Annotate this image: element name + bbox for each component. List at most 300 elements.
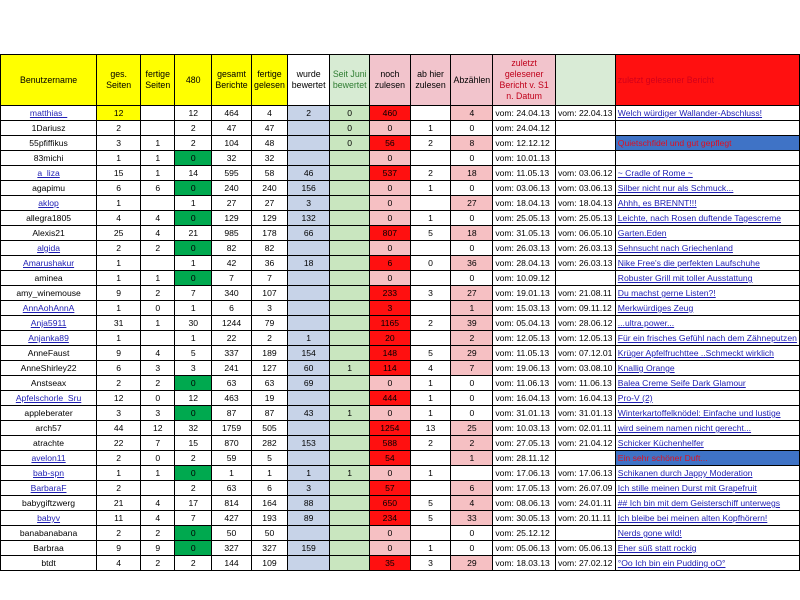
table-cell[interactable]: 12 [141, 421, 175, 436]
table-cell[interactable] [330, 421, 370, 436]
table-cell[interactable]: 21 [175, 226, 212, 241]
table-cell[interactable] [330, 346, 370, 361]
table-cell[interactable]: algida [1, 241, 97, 256]
table-cell[interactable]: 0 [451, 541, 493, 556]
table-cell[interactable]: 129 [212, 211, 252, 226]
table-cell[interactable]: 240 [212, 181, 252, 196]
table-cell[interactable]: 27 [451, 196, 493, 211]
table-cell[interactable]: 2 [141, 376, 175, 391]
table-cell[interactable] [555, 151, 615, 166]
table-cell[interactable]: 3 [370, 301, 411, 316]
table-cell[interactable] [287, 271, 329, 286]
table-cell[interactable]: 0 [451, 271, 493, 286]
table-cell[interactable] [141, 121, 175, 136]
table-cell[interactable]: 42 [212, 256, 252, 271]
table-cell[interactable]: ## Ich bin mit dem Geisterschiff unterwegs [615, 496, 799, 511]
table-cell[interactable]: 1 [141, 166, 175, 181]
table-cell[interactable]: 4 [141, 511, 175, 526]
table-cell[interactable]: 189 [252, 346, 288, 361]
table-cell[interactable]: 154 [287, 346, 329, 361]
table-cell[interactable]: Pro-V (2) [615, 391, 799, 406]
table-cell[interactable]: 1 [410, 406, 451, 421]
table-cell[interactable]: Alexis21 [1, 226, 97, 241]
table-cell[interactable]: 63 [252, 376, 288, 391]
table-cell[interactable]: 15 [97, 166, 141, 181]
table-cell[interactable]: vom: 11.06.13 [493, 376, 556, 391]
table-cell[interactable]: vom: 26.03.13 [493, 241, 556, 256]
table-cell[interactable]: 159 [287, 541, 329, 556]
header-cell[interactable]: gesamt Berichte [212, 55, 252, 106]
table-cell[interactable]: 33 [451, 511, 493, 526]
table-cell[interactable]: vom: 11.06.13 [555, 376, 615, 391]
table-cell[interactable]: 0 [451, 181, 493, 196]
table-cell[interactable] [410, 106, 451, 121]
table-cell[interactable]: Sehnsucht nach Griechenland [615, 241, 799, 256]
table-cell[interactable]: vom: 25.12.12 [493, 526, 556, 541]
table-cell[interactable]: vom: 16.04.13 [555, 391, 615, 406]
header-cell[interactable] [555, 55, 615, 106]
table-cell[interactable] [410, 271, 451, 286]
table-cell[interactable]: 0 [141, 301, 175, 316]
table-cell[interactable]: 5 [410, 346, 451, 361]
table-cell[interactable]: 6 [141, 181, 175, 196]
table-cell[interactable]: 0 [330, 121, 370, 136]
table-cell[interactable]: 282 [252, 436, 288, 451]
table-cell[interactable]: 460 [370, 106, 411, 121]
table-cell[interactable]: 32 [252, 151, 288, 166]
table-cell[interactable]: 3 [141, 361, 175, 376]
table-cell[interactable]: 18 [451, 226, 493, 241]
table-cell[interactable] [330, 301, 370, 316]
table-cell[interactable]: bab-spn [1, 466, 97, 481]
table-cell[interactable]: vom: 20.11.11 [555, 511, 615, 526]
table-cell[interactable]: 4 [410, 361, 451, 376]
table-cell[interactable]: vom: 09.11.12 [555, 301, 615, 316]
table-cell[interactable]: Apfelschorle_Sru [1, 391, 97, 406]
table-cell[interactable]: amy_winemouse [1, 286, 97, 301]
table-cell[interactable] [141, 196, 175, 211]
table-cell[interactable] [287, 301, 329, 316]
table-cell[interactable]: 234 [370, 511, 411, 526]
table-cell[interactable]: 32 [175, 421, 212, 436]
table-cell[interactable]: 1 [141, 466, 175, 481]
table-cell[interactable]: Winterkartoffelknödel: Einfache und lustige [615, 406, 799, 421]
table-cell[interactable]: 2 [97, 451, 141, 466]
table-cell[interactable] [287, 136, 329, 151]
table-cell[interactable]: 464 [212, 106, 252, 121]
header-cell[interactable]: ges. Seiten [97, 55, 141, 106]
table-cell[interactable]: 807 [370, 226, 411, 241]
table-cell[interactable] [615, 121, 799, 136]
table-cell[interactable]: 29 [451, 556, 493, 571]
table-cell[interactable]: 0 [175, 241, 212, 256]
table-cell[interactable] [330, 151, 370, 166]
table-cell[interactable]: 3 [175, 361, 212, 376]
table-cell[interactable]: 233 [370, 286, 411, 301]
table-cell[interactable]: 36 [252, 256, 288, 271]
table-cell[interactable]: 164 [252, 496, 288, 511]
table-cell[interactable] [410, 196, 451, 211]
table-cell[interactable]: 31 [97, 316, 141, 331]
table-cell[interactable]: 2 [410, 166, 451, 181]
table-cell[interactable] [287, 121, 329, 136]
table-cell[interactable] [287, 286, 329, 301]
table-cell[interactable]: 148 [370, 346, 411, 361]
table-cell[interactable]: vom: 19.06.13 [493, 361, 556, 376]
table-cell[interactable]: 2 [175, 451, 212, 466]
table-cell[interactable]: 9 [97, 346, 141, 361]
table-cell[interactable]: 54 [370, 451, 411, 466]
table-cell[interactable]: 0 [370, 406, 411, 421]
table-cell[interactable] [330, 541, 370, 556]
table-cell[interactable]: 55pfiffikus [1, 136, 97, 151]
table-cell[interactable]: 6 [97, 181, 141, 196]
table-cell[interactable]: babygiftzwerg [1, 496, 97, 511]
table-cell[interactable]: 87 [212, 406, 252, 421]
table-cell[interactable]: 0 [370, 241, 411, 256]
table-cell[interactable]: Ahhh, es BRENNT!!! [615, 196, 799, 211]
table-cell[interactable]: 0 [175, 406, 212, 421]
table-cell[interactable]: matthias_ [1, 106, 97, 121]
table-cell[interactable]: Barbraa [1, 541, 97, 556]
table-cell[interactable]: 1 [330, 406, 370, 421]
table-cell[interactable]: 1 [141, 151, 175, 166]
table-cell[interactable] [330, 196, 370, 211]
table-cell[interactable]: 2 [97, 241, 141, 256]
table-cell[interactable] [330, 496, 370, 511]
table-cell[interactable]: 32 [212, 151, 252, 166]
table-cell[interactable]: Ich stille meinen Durst mit Grapefruit [615, 481, 799, 496]
table-cell[interactable]: 814 [212, 496, 252, 511]
table-cell[interactable]: aklop [1, 196, 97, 211]
table-cell[interactable] [141, 256, 175, 271]
table-cell[interactable]: 0 [370, 271, 411, 286]
table-cell[interactable]: 21 [97, 496, 141, 511]
table-cell[interactable] [330, 256, 370, 271]
table-cell[interactable]: 4 [141, 226, 175, 241]
table-cell[interactable]: 57 [370, 481, 411, 496]
table-cell[interactable]: 48 [252, 136, 288, 151]
header-cell[interactable]: noch zulesen [370, 55, 411, 106]
table-cell[interactable]: 18 [451, 166, 493, 181]
table-cell[interactable]: Nerds gone wild! [615, 526, 799, 541]
table-cell[interactable]: 178 [252, 226, 288, 241]
table-cell[interactable]: 0 [370, 196, 411, 211]
table-cell[interactable]: Nike Free's die perfekten Laufschuhe [615, 256, 799, 271]
table-cell[interactable]: vom: 10.01.13 [493, 151, 556, 166]
table-cell[interactable] [615, 151, 799, 166]
table-cell[interactable]: 4 [141, 346, 175, 361]
table-cell[interactable] [410, 301, 451, 316]
table-cell[interactable]: 2 [97, 526, 141, 541]
table-cell[interactable] [410, 241, 451, 256]
table-cell[interactable]: 1 [287, 466, 329, 481]
table-cell[interactable]: 15 [175, 436, 212, 451]
table-cell[interactable]: 63 [212, 376, 252, 391]
table-cell[interactable]: 25 [451, 421, 493, 436]
table-cell[interactable]: 0 [451, 211, 493, 226]
table-cell[interactable]: vom: 22.04.13 [555, 106, 615, 121]
table-cell[interactable]: vom: 17.05.13 [493, 481, 556, 496]
table-cell[interactable]: 36 [451, 256, 493, 271]
table-cell[interactable] [330, 181, 370, 196]
table-cell[interactable]: 0 [175, 181, 212, 196]
table-cell[interactable]: 30 [175, 316, 212, 331]
table-cell[interactable]: 2 [175, 136, 212, 151]
table-cell[interactable]: 444 [370, 391, 411, 406]
table-cell[interactable]: avelon11 [1, 451, 97, 466]
table-cell[interactable]: 2 [287, 106, 329, 121]
table-cell[interactable]: vom: 21.08.11 [555, 286, 615, 301]
table-cell[interactable]: 0 [451, 241, 493, 256]
table-cell[interactable]: 0 [175, 151, 212, 166]
table-cell[interactable]: 1165 [370, 316, 411, 331]
table-cell[interactable] [141, 331, 175, 346]
table-cell[interactable]: 2 [141, 286, 175, 301]
table-cell[interactable]: 1 [175, 301, 212, 316]
table-cell[interactable]: 0 [175, 541, 212, 556]
header-cell[interactable]: zuletzt gelesener Bericht [615, 55, 799, 106]
table-cell[interactable]: 5 [252, 451, 288, 466]
table-cell[interactable]: atrachte [1, 436, 97, 451]
table-cell[interactable]: 82 [252, 241, 288, 256]
table-cell[interactable]: vom: 06.05.10 [555, 226, 615, 241]
header-cell[interactable]: ab hier zulesen [410, 55, 451, 106]
table-cell[interactable]: vom: 03.06.13 [555, 181, 615, 196]
table-cell[interactable]: 12 [97, 391, 141, 406]
table-cell[interactable]: 3 [410, 556, 451, 571]
table-cell[interactable]: Anstseax [1, 376, 97, 391]
table-cell[interactable]: 0 [370, 466, 411, 481]
header-cell[interactable]: wurde bewertet [287, 55, 329, 106]
table-cell[interactable]: vom: 12.12.12 [493, 136, 556, 151]
table-cell[interactable]: Du machst gerne Listen?! [615, 286, 799, 301]
table-cell[interactable] [555, 136, 615, 151]
table-cell[interactable]: ...ultra.power... [615, 316, 799, 331]
table-cell[interactable]: 0 [370, 526, 411, 541]
table-cell[interactable]: 3 [410, 286, 451, 301]
header-cell[interactable]: fertige Seiten [141, 55, 175, 106]
table-cell[interactable]: 50 [252, 526, 288, 541]
table-cell[interactable]: 14 [175, 166, 212, 181]
table-cell[interactable]: 7 [252, 271, 288, 286]
table-cell[interactable]: 2 [141, 241, 175, 256]
table-cell[interactable]: 58 [252, 166, 288, 181]
table-cell[interactable]: 3 [97, 136, 141, 151]
table-cell[interactable]: vom: 03.06.12 [555, 166, 615, 181]
table-cell[interactable]: 56 [370, 136, 411, 151]
table-cell[interactable]: 0 [451, 526, 493, 541]
table-cell[interactable]: 18 [287, 256, 329, 271]
table-cell[interactable]: 537 [370, 166, 411, 181]
table-cell[interactable]: appleberater [1, 406, 97, 421]
table-cell[interactable]: 1Dariusz [1, 121, 97, 136]
table-cell[interactable]: 0 [175, 271, 212, 286]
table-cell[interactable]: 35 [370, 556, 411, 571]
table-cell[interactable]: 2 [451, 331, 493, 346]
table-cell[interactable]: 1 [410, 541, 451, 556]
table-cell[interactable]: 9 [141, 541, 175, 556]
table-cell[interactable]: 1 [451, 301, 493, 316]
table-cell[interactable]: 6 [212, 301, 252, 316]
table-cell[interactable]: 0 [141, 451, 175, 466]
table-cell[interactable] [330, 391, 370, 406]
table-cell[interactable]: Robuster Grill mit toller Ausstattung [615, 271, 799, 286]
table-cell[interactable]: 4 [97, 211, 141, 226]
table-cell[interactable]: 0 [141, 391, 175, 406]
table-cell[interactable]: 337 [212, 346, 252, 361]
table-cell[interactable]: 1 [410, 466, 451, 481]
table-cell[interactable]: allegra1805 [1, 211, 97, 226]
table-cell[interactable]: 3 [287, 196, 329, 211]
table-cell[interactable]: 1 [97, 466, 141, 481]
table-cell[interactable]: 985 [212, 226, 252, 241]
table-cell[interactable] [330, 376, 370, 391]
table-cell[interactable]: vom: 18.03.13 [493, 556, 556, 571]
header-cell[interactable]: zuletzt gelesener Bericht v. S1 n. Datum [493, 55, 556, 106]
table-cell[interactable]: Schikanen durch Jappy Moderation [615, 466, 799, 481]
table-cell[interactable]: 4 [141, 496, 175, 511]
table-cell[interactable] [330, 316, 370, 331]
table-cell[interactable]: vom: 24.01.11 [555, 496, 615, 511]
table-cell[interactable]: 7 [175, 511, 212, 526]
table-cell[interactable]: 43 [287, 406, 329, 421]
table-cell[interactable] [330, 556, 370, 571]
table-cell[interactable]: 19 [252, 391, 288, 406]
table-cell[interactable]: 1 [252, 466, 288, 481]
table-cell[interactable]: 1 [175, 196, 212, 211]
table-cell[interactable]: 12 [175, 106, 212, 121]
table-cell[interactable]: 63 [212, 481, 252, 496]
table-cell[interactable]: vom: 26.03.13 [555, 241, 615, 256]
table-cell[interactable]: 47 [212, 121, 252, 136]
table-cell[interactable]: 1 [330, 361, 370, 376]
table-cell[interactable] [287, 391, 329, 406]
table-cell[interactable]: vom: 28.11.12 [493, 451, 556, 466]
header-cell[interactable]: Seit Juni bewertet [330, 55, 370, 106]
table-cell[interactable]: 27 [212, 196, 252, 211]
table-cell[interactable]: 1 [175, 256, 212, 271]
table-cell[interactable]: 114 [370, 361, 411, 376]
table-cell[interactable] [141, 481, 175, 496]
table-cell[interactable] [330, 226, 370, 241]
table-cell[interactable]: vom: 08.06.13 [493, 496, 556, 511]
table-cell[interactable] [330, 451, 370, 466]
table-cell[interactable] [410, 331, 451, 346]
table-cell[interactable]: 0 [451, 121, 493, 136]
table-cell[interactable]: AnneShirley22 [1, 361, 97, 376]
table-cell[interactable]: 2 [451, 436, 493, 451]
table-cell[interactable]: vom: 11.05.13 [493, 346, 556, 361]
table-cell[interactable]: 595 [212, 166, 252, 181]
table-cell[interactable]: AnneFaust [1, 346, 97, 361]
table-cell[interactable]: 2 [97, 376, 141, 391]
table-cell[interactable]: 17 [175, 496, 212, 511]
table-cell[interactable]: a_liza [1, 166, 97, 181]
table-cell[interactable]: 60 [287, 361, 329, 376]
table-cell[interactable]: 69 [287, 376, 329, 391]
table-cell[interactable]: vom: 25.05.13 [493, 211, 556, 226]
table-cell[interactable]: 156 [287, 181, 329, 196]
table-cell[interactable]: 1759 [212, 421, 252, 436]
header-cell[interactable]: Benutzername [1, 55, 97, 106]
table-cell[interactable]: 327 [252, 541, 288, 556]
table-cell[interactable]: 1 [97, 151, 141, 166]
table-cell[interactable]: 4 [451, 106, 493, 121]
table-cell[interactable]: 4 [451, 496, 493, 511]
table-cell[interactable]: vom: 10.09.12 [493, 271, 556, 286]
table-cell[interactable]: 9 [97, 541, 141, 556]
table-cell[interactable]: 1 [141, 136, 175, 151]
table-cell[interactable] [330, 481, 370, 496]
table-cell[interactable]: babyv [1, 511, 97, 526]
table-cell[interactable]: 2 [141, 526, 175, 541]
table-cell[interactable] [410, 481, 451, 496]
table-cell[interactable]: 79 [252, 316, 288, 331]
table-cell[interactable]: 83michi [1, 151, 97, 166]
table-cell[interactable]: 3 [252, 301, 288, 316]
table-cell[interactable]: 193 [252, 511, 288, 526]
table-cell[interactable]: 0 [330, 136, 370, 151]
table-cell[interactable]: 0 [410, 256, 451, 271]
table-cell[interactable]: 39 [451, 316, 493, 331]
table-cell[interactable]: 27 [451, 286, 493, 301]
table-cell[interactable]: 22 [212, 331, 252, 346]
table-cell[interactable]: Welch würdiger Wallander-Abschluss! [615, 106, 799, 121]
table-cell[interactable]: 1 [97, 271, 141, 286]
table-cell[interactable]: 50 [212, 526, 252, 541]
table-cell[interactable]: vom: 24.04.12 [493, 121, 556, 136]
table-cell[interactable]: 1254 [370, 421, 411, 436]
table-cell[interactable]: vom: 26.07.09 [555, 481, 615, 496]
table-cell[interactable]: 8 [451, 136, 493, 151]
table-cell[interactable]: 1 [141, 316, 175, 331]
table-cell[interactable]: vom: 17.06.13 [555, 466, 615, 481]
table-cell[interactable]: Anjanka89 [1, 331, 97, 346]
table-cell[interactable]: vom: 12.05.13 [493, 331, 556, 346]
table-cell[interactable]: 129 [252, 211, 288, 226]
table-cell[interactable]: 1 [287, 331, 329, 346]
table-cell[interactable]: 132 [287, 211, 329, 226]
table-cell[interactable]: 3 [287, 481, 329, 496]
table-cell[interactable]: Krüger Apfelfruchttee ..Schmeckt wirklich [615, 346, 799, 361]
table-cell[interactable]: 241 [212, 361, 252, 376]
table-cell[interactable] [555, 121, 615, 136]
table-cell[interactable]: 1 [175, 331, 212, 346]
table-cell[interactable] [287, 526, 329, 541]
table-cell[interactable] [410, 451, 451, 466]
table-cell[interactable]: 0 [370, 181, 411, 196]
table-cell[interactable]: vom: 03.08.10 [555, 361, 615, 376]
table-cell[interactable]: 1 [97, 196, 141, 211]
table-cell[interactable]: 0 [451, 406, 493, 421]
table-cell[interactable]: 5 [410, 511, 451, 526]
table-cell[interactable] [287, 151, 329, 166]
table-cell[interactable]: 505 [252, 421, 288, 436]
table-cell[interactable]: 1 [212, 466, 252, 481]
table-cell[interactable]: 4 [252, 106, 288, 121]
table-cell[interactable]: 4 [97, 556, 141, 571]
table-cell[interactable]: 463 [212, 391, 252, 406]
table-cell[interactable]: 11 [97, 511, 141, 526]
table-cell[interactable]: 1 [97, 256, 141, 271]
table-cell[interactable] [410, 526, 451, 541]
table-cell[interactable]: 1 [410, 211, 451, 226]
table-cell[interactable]: 7 [141, 436, 175, 451]
table-cell[interactable] [555, 526, 615, 541]
table-cell[interactable]: Quietschfidel und gut gepflegt [615, 136, 799, 151]
table-cell[interactable] [330, 271, 370, 286]
